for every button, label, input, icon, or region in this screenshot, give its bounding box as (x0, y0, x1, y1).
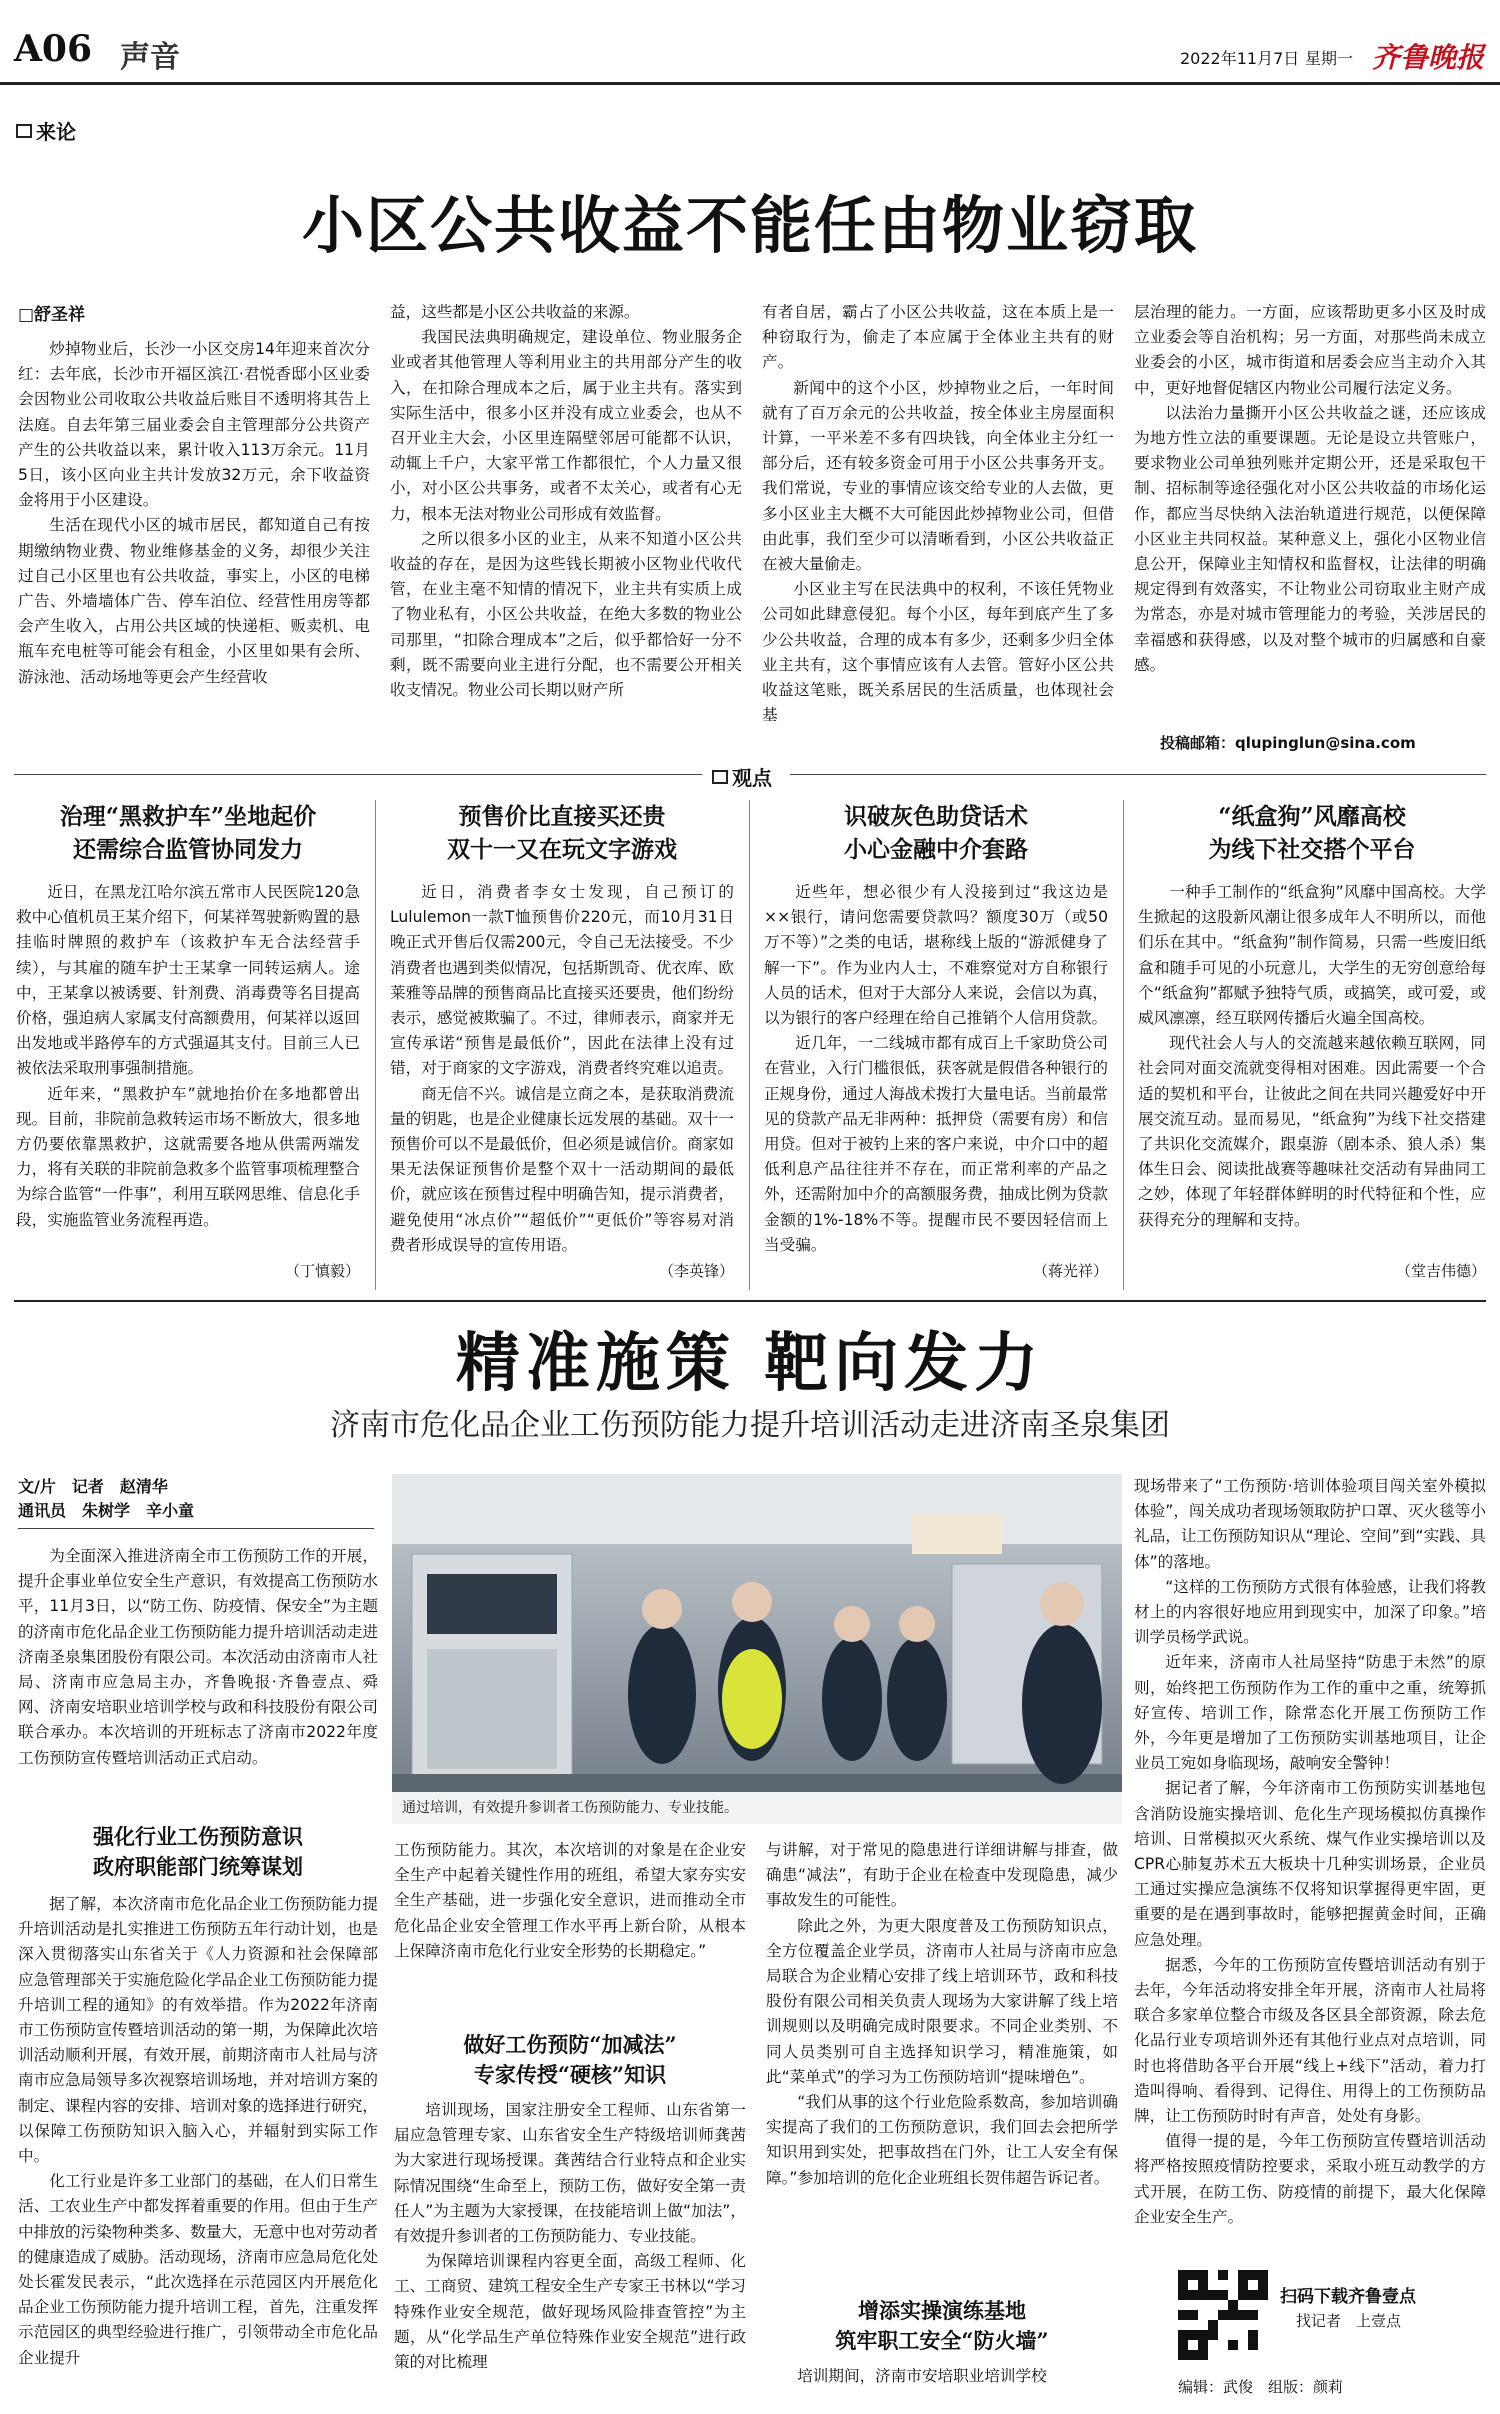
lailun-col-3 (762, 300, 1114, 757)
paragraph: 近几年，一二线城市都有成百上千家助贷公司在营业，入行门槛很低，获客就是假借各种银行的正规身份，通过人海战术拨打大量电话。当前最常见的贷款产品无非两种：抵押贷（需要有房）和信用贷。但对于被钓上来的客户来说，中介口中的超低利息产品往往并不存在，而正常利率的产品之外，还需附加中介的高额服务费，抽成比例为贷款金额的1%-18%不等。提醒市民不要因轻信而上当受骗。 (764, 1034, 1108, 1254)
feature-lead (18, 1544, 378, 1814)
opinion-3 (764, 800, 1108, 1290)
opinion-body (390, 880, 734, 1260)
paragraph: 为全面深入推进济南全市工伤预防工作的开展，提升企事业单位安全生产意识，有效提高工伤预防水平，11月3日，以“防工伤、防疫情、保安全”为主题的济南市危化品企业工伤预防能力提升培训活动走进济南圣泉集团股份有限公司。本次活动由济南市人社局、济南市应急局主办，齐鲁晚报·齐鲁壹点、舜网、济南安培职业培训学校与政和科技股份有限公司联合承办。本次培训的开班标志了济南市2022年度工伤预防宣传暨培训活动正式启动。 (18, 1547, 378, 1767)
feature-headline: 精准施策 靶向发力 (455, 1326, 1045, 1401)
tag-label: 来论 (36, 120, 76, 144)
section-tag-guandian (712, 762, 772, 791)
paragraph: 据悉，今年的工伤预防宣传暨培训活动有别于去年，今年活动将安排全年开展，济南市人社局将联合多家单位整合市级及各区县全部资源，除去危化品行业专项培训外还有其他行业点对点培训，同时也将借助各平台开展“线上+线下”活动，着力打造叫得响、看得到、记得住、用得上的工伤预防品牌，让工伤预防时时有声音，处处有身影。 (1134, 1955, 1486, 2126)
paragraph: 为保障培训课程内容更全面，高级工程师、化工、工商贸、建筑工程安全生产专家王书林以“学习特殊作业安全规范，做好现场风险排查管控”为主题，从“化学品生产单位特殊作业安全规范”进行政策的对比梳理 (394, 2252, 746, 2372)
subhead-3 (766, 2296, 1118, 2356)
issue-weekday: 星期一 (1305, 49, 1354, 68)
paragraph: 层治理的能力。一方面，应该帮助更多小区及时成立业委会等自治机构；另一方面，对那些尚未成立业委会的小区，城市街道和居委会应当主动介入其中，更好地督促辖区内物业公司履行法定义务。 (1134, 303, 1486, 397)
section-tag-lailun (16, 116, 76, 145)
paragraph: 我国民法典明确规定，建设单位、物业服务企业或者其他管理人等利用业主的共用部分产生的收入，在扣除合理成本之后，属于业主共有。落实到实际生活中，很多小区并没有成立业委会，也从不召开业主大会，小区里连隔壁邻居可能都不认识，动辄上千户，大家平常工作都很忙，个人力量又很小，对小区公共事务，或者不太关心，或者有心无力，根本无法对物业公司形成有效监督。 (390, 328, 742, 523)
subhead-line1: 强化行业工伤预防意识 (93, 1824, 303, 1849)
subhead-line2: 筑牢职工安全“防火墙” (835, 2328, 1049, 2353)
subhead-line2: 政府职能部门统筹谋划 (93, 1854, 303, 1879)
section-name: 声音 (120, 40, 180, 75)
paragraph: 培训现场，国家注册安全工程师、山东省第一届应急管理专家、山东省安全生产特级培训师龚茜为大家进行现场授课。龚茜结合行业特点和企业实际情况围绕“生命至上，预防工伤，做好安全第一责任人”为主题为大家授课，在技能培训上做“加法”，有效提升参训者的工伤预防能力、专业技能。 (394, 2101, 746, 2246)
contribution-email[interactable]: 投稿邮箱：qlupinglun@sina.com (1160, 734, 1416, 752)
opinion-1 (16, 800, 360, 1290)
page-number: A06 (14, 28, 93, 70)
paragraph: 除此之外，为更大限度普及工伤预防知识点，全方位覆盖企业学员，济南市人社局与济南市应急局联合为企业精心安排了线上培训环节，政和科技股份有限公司相关负责人现场为大家讲解了线上培训规则以及明确完成时限要求。不同企业类别、不同人员类别可自主选择知识学习，精准施策，如此“菜单式”的学习为工伤预防培训“提味增色”。 (766, 1916, 1118, 2086)
paragraph: 近年来，济南市人社局坚持“防患于未然”的原则，始终把工伤预防作为工作的重中之重，统筹抓好宣传、培训工作，除常态化开展工伤预防工作外，今年更是增加了工伤预防实训基地项目，让企业员工宛如身临现场，敲响安全警钟！ (1134, 1653, 1486, 1773)
paragraph: 化工行业是许多工业部门的基础，在人们日常生活、工农业生产中都发挥着重要的作用。但由于生产中排放的污染物种类多、数量大，无意中也对劳动者的健康造成了威胁。活动现场，济南市应急局危化处处长霍发民表示，“此次选择在示范园区内开展危化品企业工伤预防能力提升培训工程，首先，注重发挥示范园区的典型经验进行推广，引领带动全市危化品企业提升 (18, 2172, 378, 2367)
feature-credits-1: 文/片 记者 赵清华 (18, 1477, 168, 1496)
opinion-2 (390, 800, 734, 1290)
feature-col-d (1134, 1474, 1486, 2264)
training-scene-image (392, 1474, 1122, 1824)
opinion-4 (1138, 800, 1486, 1290)
paragraph: 工伤预防能力。其次，本次培训的对象是在企业安全生产中起着关键性作用的班组，希望大家夯实安全生产基础，进一步强化安全意识，进而推动全市危化品企业安全管理工作水平再上新台阶，从根本上保障济南市危化行业安全形势的长期稳定。” (394, 1841, 746, 1960)
opinion-headline-line2: 小心金融中介套路 (844, 836, 1028, 863)
tag-box-icon (16, 124, 32, 138)
feature-col-a (18, 1892, 394, 2397)
opinion-headline-line1: “纸盒狗”风靡高校 (1218, 803, 1406, 830)
opinion-body (764, 880, 1108, 1260)
opinion-headline-line1: 识破灰色助贷话术 (844, 803, 1028, 830)
feature-credits-2: 通讯员 朱树学 辛小童 (18, 1501, 195, 1520)
headline-lailun: 小区公共收益不能任由物业窃取 (301, 189, 1198, 262)
paragraph: 新闻中的这个小区，炒掉物业之后，一年时间就有了百万余元的公共收益，按全体业主房屋面积计算，一平米差不多有四块钱，向全体业主分红一部分后，还有较多资金可用于小区公共事务开支。我们常说，专业的事情应该交给专业的人去做，更多小区业主大概不大可能因此炒掉物业公司，但借由此事，我们至少可以清晰看到，小区公共收益正在被大量偷走。 (762, 378, 1114, 574)
editor-credit: 编辑：武俊 组版：颜莉 (1178, 2378, 1344, 2396)
paragraph: 据记者了解，今年济南市工伤预防实训基地包含消防设施实操培训、危化生产现场模拟仿真操作培训、日常模拟灭火系统、煤气作业实操培训以及CPR心肺复苏术五大板块十几种实训场景，企业员工通过实操应急演练不仅将知识掌握得更牢固，更重要的是在遇到事故时，能够把握黄金时间，正确应急处理。 (1134, 1779, 1486, 1949)
paragraph: “我们从事的这个行业危险系数高，参加培训确实提高了我们的工伤预防意识，我们回去会把所学知识用到实处，把事故挡在门外，让工人安全有保障。”参加培训的危化企业班组长贺伟超告诉记者。 (766, 2093, 1118, 2187)
opinion-headline-line1: 治理“黑救护车”坐地起价 (59, 803, 317, 830)
paragraph: 近日，在黑龙江哈尔滨五常市人民医院120急救中心值机员王某介绍下，何某祥驾驶新购置的悬挂临时牌照的救护车（该救护车无合法经营手续），与其雇的随车护士王某拿一同转运病人。途中，王某拿以被诱要、针剂费、消毒费等名目提高价格，强迫病人家属支付高额费用，何某祥以返回出发地或半路停车的方式强逼其支付。目前三人已被依法采取刑事强制措施。 (16, 883, 360, 1078)
qr-code-icon (1178, 2270, 1268, 2360)
guandian-rule-left (14, 774, 702, 775)
qr-title: 扫码下载齐鲁壹点 (1280, 2287, 1416, 2307)
feature-col-b2 (394, 2098, 746, 2398)
paragraph: 一种手工制作的“纸盒狗”风靡中国高校。大学生掀起的这股新风潮让很多成年人不明所以，而他们乐在其中。“纸盒狗”制作简易，只需一些废旧纸盒和随手可见的小玩意儿，大学生的无穷创意给每个“纸盒狗”都赋予独特气质，或搞笑，或可爱，或威风凛凛，经互联网传播后火遍全国高校。 (1138, 883, 1486, 1028)
subhead-line1: 增添实操演练基地 (858, 2298, 1026, 2323)
paragraph: 据了解，本次济南市危化品企业工伤预防能力提升培训活动是扎实推进工伤预防五年行动计划，也是深入贯彻落实山东省关于《人力资源和社会保障部 应急管理部关于实施危险化学品企业工伤预防能力提升培训工程的通知》的有效举措。作为2022年济南市工伤预防宣传暨培训活动的第一期，为保障此次培训活动顺利开展，有效开展，前期济南市人社局与济南市应急局领导多次视察培训场地，并对培训方案的制定、课程内容的安排、培训对象的选择进行研究，以保障工伤预防知识入脑入心，并辐射到实际工作中。 (18, 1895, 394, 2166)
lailun-col-4 (1134, 300, 1486, 730)
paragraph: 商无信不兴。诚信是立商之本，是获取消费流量的钥匙，也是企业健康长远发展的基础。双十一预售价可以不是最低价，但必须是诚信价。商家如果无法保证预售价是整个双十一活动期间的最低价，就应该在预售过程中明确告知，提示消费者，避免使用“冰点价”“超低价”“更低价”等容易对消费者形成误导的宣传用语。 (390, 1084, 734, 1254)
header-rule (0, 82, 1500, 85)
guandian-rule-right (790, 774, 1486, 775)
issue-date: 2022年11月7日 (1180, 49, 1300, 68)
feature-top-rule (14, 1300, 1486, 1302)
opinion-headline-line1: 预售价比直接买还贵 (458, 803, 666, 830)
feature-photo (392, 1474, 1122, 1824)
opinion-body (16, 880, 360, 1260)
qr-code[interactable] (1178, 2270, 1268, 2360)
feature-col-c2 (766, 2364, 1118, 2392)
feature-col-c (766, 1838, 1118, 2278)
paragraph: 益，这些都是小区公共收益的来源。 (390, 303, 640, 321)
tag-label: 观点 (732, 766, 772, 790)
opinion-byline: （丁慎毅） (284, 1262, 360, 1280)
column-divider (1123, 800, 1124, 1290)
feature-subheadline: 济南市危化品企业工伤预防能力提升培训活动走进济南圣泉集团 (330, 1408, 1170, 1443)
paragraph: 与讲解，对于常见的隐患进行详细讲解与排查，做确患“减法”，有助于企业在检查中发现隐患，减少事故发生的可能性。 (766, 1841, 1118, 1910)
newspaper-logo: 齐鲁晚报 (1372, 41, 1485, 74)
paragraph: 近些年，想必很少有人没接到过“我这边是××银行，请问您需要贷款吗？额度30万（或50万不等）”之类的电话，堪称线上版的“游派健身了解一下”。作为业内人士，不难察觉对方自称银行人员的话术，但对于大部分人来说，会信以为真，以为银行的客户经理在给自己推销个人信用贷款。 (764, 883, 1108, 1028)
opinion-byline: （堂吉伟德） (1395, 1262, 1486, 1280)
feature-col-b (394, 1838, 746, 2018)
lailun-col-1 (18, 337, 370, 757)
paragraph: 近年来，“黑救护车”就地抬价在多地都曾出现。目前，非院前急救转运市场不断放大，很多地方仍要依靠黑救护，这就需要各地从供需两端发力，将有关联的非院前急救多个监管事项梳理整合为综合监管“一件事”，利用互联网思维、信息化手段，实施监管业务流程再造。 (16, 1084, 360, 1229)
opinion-byline: （李英锋） (658, 1262, 734, 1280)
opinion-headline-line2: 双十一又在玩文字游戏 (447, 836, 677, 863)
tag-box-icon (712, 770, 728, 784)
photo-caption: 通过培训，有效提升参训者工伤预防能力、专业技能。 (392, 1792, 1122, 1824)
subhead-2 (394, 2030, 746, 2090)
opinion-headline-line2: 还需综合监管协同发力 (73, 836, 303, 863)
paragraph: 有者自居，霸占了小区公共收益，这在本质上是一种窃取行为，偷走了本应属于全体业主共有的财产。 (762, 303, 1114, 372)
paragraph: “这样的工伤预防方式很有体验感，让我们将教材上的内容很好地应用到现实中，加深了印象。”培训学员杨学武说。 (1134, 1577, 1486, 1647)
qr-subtitle: 找记者 上壹点 (1296, 2312, 1402, 2330)
opinion-headline-line2: 为线下社交搭个平台 (1208, 836, 1416, 863)
lailun-col-2 (390, 300, 742, 757)
subhead-line1: 做好工伤预防“加减法” (463, 2032, 677, 2057)
subhead-line2: 专家传授“硬核”知识 (473, 2062, 667, 2087)
opinion-byline: （蒋光祥） (1032, 1262, 1108, 1280)
paragraph: 现代社会人与人的交流越来越依赖互联网，同社会同对面交流就变得相对困难。因此需要一个合适的契机和平台，让彼此之间在共同兴趣爱好中开展交流互动。显而易见，“纸盒狗”为线下社交搭建了共识化交流媒介，跟桌游（剧本杀、狼人杀）集体生日会、阅读批战赛等趣味社交活动有异曲同工之妙，体现了年轻群体鲜明的时代特征和个性，应获得充分的理解和支持。 (1138, 1034, 1486, 1229)
subhead-1 (18, 1822, 378, 1882)
paragraph: 以法治力量撕开小区公共收益之谜，还应该成为地方性立法的重要课题。无论是设立共管账户，要求物业公司单独列账并定期公开，还是采取包干制、招标制等途径强化对小区公共收益的市场化运作，都应当尽快纳入法治轨道进行规范，以便保障小区业主共同权益。某种意义上，强化小区物业信息公开，保障业主知情权和监督权，让法律的明确规定得到有效落实，不让物业公司窃取业主财产成为常态，亦是对城市管理能力的考验，关涉居民的幸福感和获得感，以及对整个城市的归属感和自豪感。 (1134, 403, 1486, 674)
paragraph: 生活在现代小区的城市居民，都知道自己有按期缴纳物业费、物业维修基金的义务，却很少关注过自己小区里也有公共收益，事实上，小区的电梯广告、外墙墙体广告、停车泊位、经营性用房等都会产生收入，占用公共区域的快递柜、贩卖机、电瓶车充电桩等可能会有租金，小区里如果有会所、游泳池、活动场地等更会产生经营收 (18, 516, 370, 686)
paragraph: 培训期间，济南市安培职业培训学校 (797, 2367, 1047, 2385)
opinion-body (1138, 880, 1486, 1260)
credits-rule (18, 1528, 374, 1529)
paragraph: 小区业主写在民法典中的权利，不该任凭物业公司如此肆意侵犯。每个小区，每年到底产生了多少公共收益，合理的成本有多少，还剩多少归全体业主共有，这个事情应该有人去管。管好小区公共收益这笔账，既关系居民的生活质量，也体现社会基 (762, 580, 1114, 725)
paragraph: 值得一提的是，今年工伤预防宣传暨培训活动将严格按照疫情防控要求，采取小班互动教学的方式开展，在防工伤、防疫情的前提下，最大化保障企业安全生产。 (1134, 2132, 1486, 2226)
author: □舒圣祥 (18, 305, 86, 325)
column-divider (375, 800, 376, 1290)
paragraph: 近日，消费者李女士发现，自己预订的Lululemon一款T恤预售价220元，而10月31日晚正式开售后仅需200元，令自己无法接受。不少消费者也遇到类似情况，包括斯凯奇、优衣库、欧莱雅等品牌的预售商品比直接买还要贵，他们纷纷表示，感觉被欺骗了。不过，律师表示，商家并无宣传承诺“预售是最低价”，因此在法律上没有过错，对于商家的文字游戏，消费者终究难以追责。 (390, 883, 734, 1078)
paragraph: 炒掉物业后，长沙一小区交房14年迎来首次分红：去年底，长沙市开福区滨江·君悦香邸小区业委会因物业公司收取公共收益后账目不透明将其告上法庭。自去年第三届业委会自主管理部分公共资产产生的公共收益以来，累计收入113万余元。11月5日，该小区向业主共计发放32万元，余下收益资金将用于小区建设。 (18, 340, 370, 510)
paragraph: 之所以很多小区的业主，从来不知道小区公共收益的存在，是因为这些钱长期被小区物业代收代管，在业主毫不知情的情况下，业主共有实质上成了物业私有，小区公共收益，在绝大多数的物业公司那里，“扣除合理成本”之后，似乎都恰好一分不剩，既不需要向业主进行分配，也不需要公开相关收支情况。物业公司长期以财产所 (390, 529, 742, 700)
column-divider (749, 800, 750, 1290)
paragraph: 现场带来了“工伤预防·培训体验项目闯关室外模拟体验”，闯关成功者现场领取防护口罩、灭火毯等小礼品，让工伤预防知识从“理论、空间”到“实践、具体”的落地。 (1134, 1477, 1486, 1571)
